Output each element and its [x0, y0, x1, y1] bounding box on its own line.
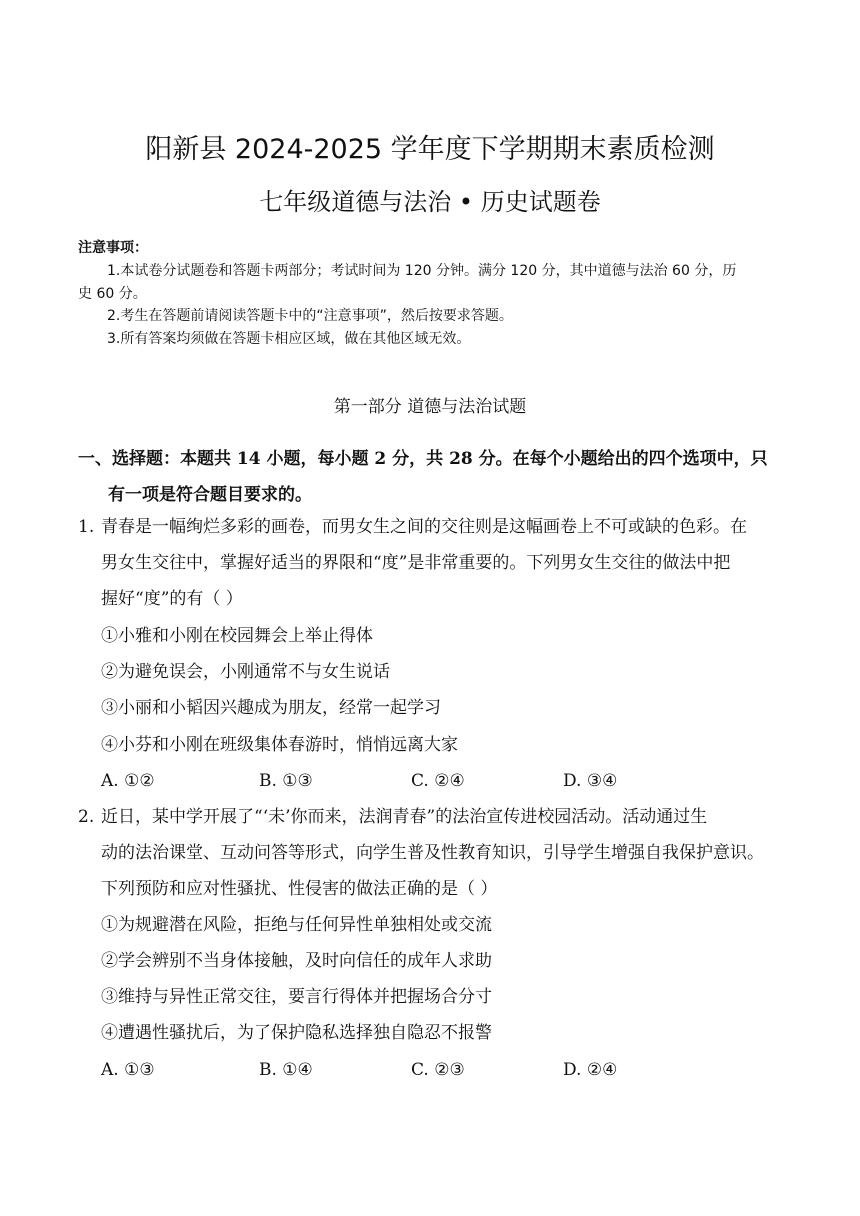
question-stem-line: 动的法治课堂、互动问答等形式，向学生普及性教育知识，引导学生增强自我保护意识。 — [101, 843, 764, 863]
option-d: D. ②④ — [563, 1060, 618, 1080]
question-item: ④遭遇性骚扰后，为了保护隐私选择独自隐忍不报警 — [101, 1023, 492, 1043]
notice-item-3: 3.所有答案均须做在答题卡相应区域，做在其他区域无效。 — [107, 331, 471, 347]
part-title: 第一部分 道德与法治试题 — [333, 397, 527, 417]
question-stem-line: 近日，某中学开展了“‘未’你而来，法润青春”的法治宣传进校园活动。活动通过生 — [101, 807, 708, 827]
notice-heading: 注意事项： — [78, 240, 148, 256]
option-c: C. ②④ — [411, 771, 465, 791]
option-b: B. ①④ — [259, 1060, 313, 1080]
notice-item-2: 2.考生在答题前请阅读答题卡中的“注意事项”，然后按要求答题。 — [107, 308, 513, 324]
question-number: 1. — [78, 517, 95, 537]
section-heading-line-1: 一、选择题：本题共 14 小题，每小题 2 分，共 28 分。在每个小题给出的四个选项中，只 — [78, 449, 768, 469]
notice-item-1 — [78, 261, 784, 282]
section-heading — [78, 441, 786, 513]
notice-item-1-cont: 史 60 分。 — [78, 286, 147, 302]
exam-title: 阳新县 2024-2025 学年度下学期期末素质检测 — [145, 134, 715, 165]
question-item: ④小芬和小刚在班级集体春游时，悄悄远离大家 — [101, 735, 458, 755]
option-a: A. ①③ — [101, 1060, 155, 1080]
option-a: A. ①② — [101, 771, 155, 791]
question-item: ②学会辨别不当身体接触，及时向信任的成年人求助 — [101, 951, 492, 971]
section-heading-line-2: 有一项是符合题目要求的。 — [108, 485, 312, 505]
question-stem-line: 男女生交往中，掌握好适当的界限和“度”是非常重要的。下列男女生交往的做法中把 — [101, 553, 731, 573]
question-stem-line: 下列预防和应对性骚扰、性侵害的做法正确的是（ ） — [101, 879, 498, 899]
question-stem-line: 握好“度”的有（ ） — [101, 589, 243, 609]
question-number: 2. — [78, 807, 95, 827]
option-d: D. ③④ — [563, 771, 618, 791]
question-item: ①为规避潜在风险，拒绝与任何异性单独相处或交流 — [101, 915, 492, 935]
question-item: ①小雅和小刚在校园舞会上举止得体 — [101, 626, 373, 646]
notice-item-1-line-1: 1.本试卷分试题卷和答题卡两部分；考试时间为 120 分钟。满分 120 分，其中道德与法治 60 分，历 — [107, 263, 737, 279]
option-b: B. ①③ — [259, 771, 313, 791]
question-item: ②为避免误会，小刚通常不与女生说话 — [101, 662, 390, 682]
question-stem-line: 青春是一幅绚烂多彩的画卷，而男女生之间的交往则是这幅画卷上不可或缺的色彩。在 — [101, 517, 747, 537]
question-item: ③小丽和小韬因兴趣成为朋友，经常一起学习 — [101, 698, 441, 718]
question-item: ③维持与异性正常交往，要言行得体并把握场合分寸 — [101, 987, 492, 1007]
exam-subtitle: 七年级道德与法治 • 历史试题卷 — [259, 188, 601, 216]
option-c: C. ②③ — [411, 1060, 465, 1080]
